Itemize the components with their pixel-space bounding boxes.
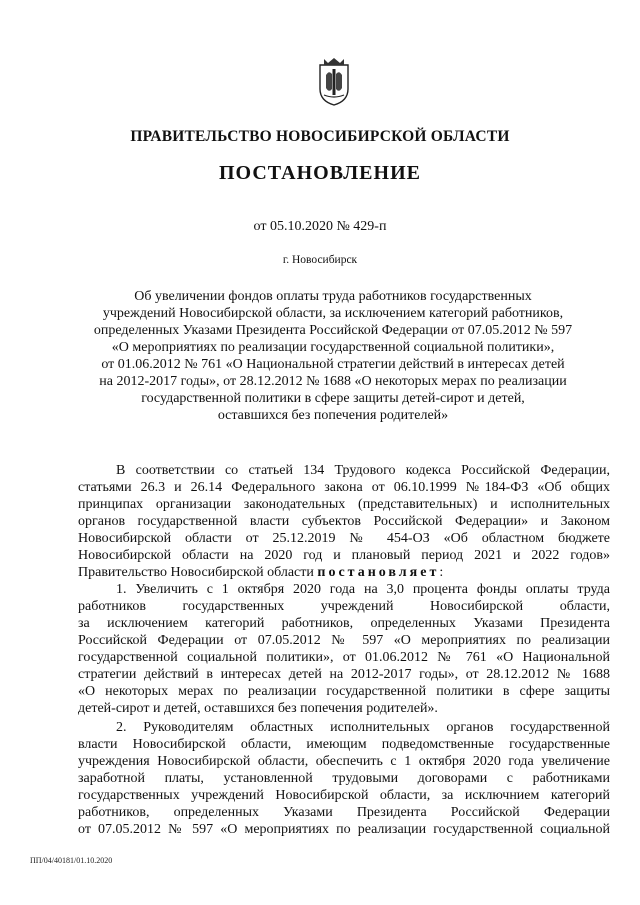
title-line: Об увеличении фондов оплаты труда работников государственных	[134, 289, 532, 304]
body-line: власти Новосибирской области, имеющим подведомственные государственные	[78, 737, 610, 752]
resolution-suffix: :	[439, 565, 444, 580]
title-line: государственной политики в сфере защиты детей-сирот и детей,	[141, 391, 525, 406]
body-line: за исключением категорий работников, определенных Указами Президента	[78, 616, 610, 631]
body-line: принципах организации законодательных (представительных) и исполнительных	[78, 497, 610, 512]
document-type: ПОСТАНОВЛЕНИЕ	[219, 162, 421, 184]
title-line: на 2012-2017 годы», от 28.12.2012 № 1688 «О некоторых мерах по реализации	[99, 374, 567, 389]
coat-of-arms-icon	[316, 55, 352, 107]
body-line: учреждения Новосибирской области, обеспечить с 1 октября 2020 года увеличение	[78, 754, 610, 769]
resolution-keyword: постановляет	[317, 565, 440, 580]
body-line: Российской Федерации от 07.05.2012 № 597 «О мероприятиях по реализации	[78, 633, 610, 648]
body-line: 1. Увеличить с 1 октября 2020 года на 3,0 процента фонды оплаты труда	[116, 582, 610, 597]
body-line: Новосибирской области от 25.12.2019 № 454-ОЗ «Об областном бюджете	[78, 531, 610, 546]
body-line: органов государственной власти субъектов Российской Федерации» и Законом	[78, 514, 610, 529]
organization-name: ПРАВИТЕЛЬСТВО НОВОСИБИРСКОЙ ОБЛАСТИ	[130, 128, 510, 145]
title-line: «О мероприятиях по реализации государственной социальной политики»,	[111, 340, 555, 355]
body-line: В соответствии со статьей 134 Трудового кодекса Российской Федерации,	[116, 463, 610, 478]
title-line: оставшихся без попечения родителей»	[217, 408, 449, 423]
body-line: заработной платы, установленной трудовыми договорами с работниками	[78, 771, 610, 786]
body-line: детей-сирот и детей, оставшихся без попечения родителей».	[78, 701, 438, 716]
body-line: от 07.05.2012 № 597 «О мероприятиях по реализации государственной социальной	[78, 822, 610, 837]
resolution-line	[78, 564, 610, 581]
document-city: г. Новосибирск	[282, 254, 358, 266]
body-line: стратегии действий в интересах детей на 2012-2017 годы», от 28.12.2012 № 1688	[78, 667, 610, 682]
body-line: «О некоторых мерах по реализации государственной политики в сфере защиты	[78, 684, 610, 699]
body-line: статьями 26.3 и 26.14 Федерального закона от 06.10.1999 №184-ФЗ «Об общих	[78, 480, 610, 495]
title-line: определенных Указами Президента Российской Федерации от 07.05.2012 № 597	[93, 323, 573, 338]
document-date-number: от 05.10.2020 № 429-п	[253, 219, 387, 234]
title-line: учреждений Новосибирской области, за исключением категорий работников,	[102, 306, 564, 321]
body-line: 2. Руководителям областных исполнительных органов государственной	[116, 720, 610, 735]
title-line: от 01.06.2012 № 761 «О Национальной стратегии действий в интересах детей	[101, 357, 565, 372]
body-line: государственных учреждений Новосибирской области, за исключнием категорий	[78, 788, 610, 803]
body-line: государственной социальной политики», от 01.06.2012 № 761 «О Национальной	[78, 650, 610, 665]
document-registration-code: ПП/04/40181/01.10.2020	[30, 856, 113, 865]
body-line: Новосибирской области на 2020 год и плановый период 2021 и 2022 годов»	[78, 548, 610, 563]
body-line: работников государственных учреждений Новосибирской области,	[78, 599, 610, 614]
resolution-prefix: Правительство Новосибирской области	[78, 565, 314, 580]
body-line: работников, определенных Указами Президента Российской Федерации	[78, 805, 610, 820]
